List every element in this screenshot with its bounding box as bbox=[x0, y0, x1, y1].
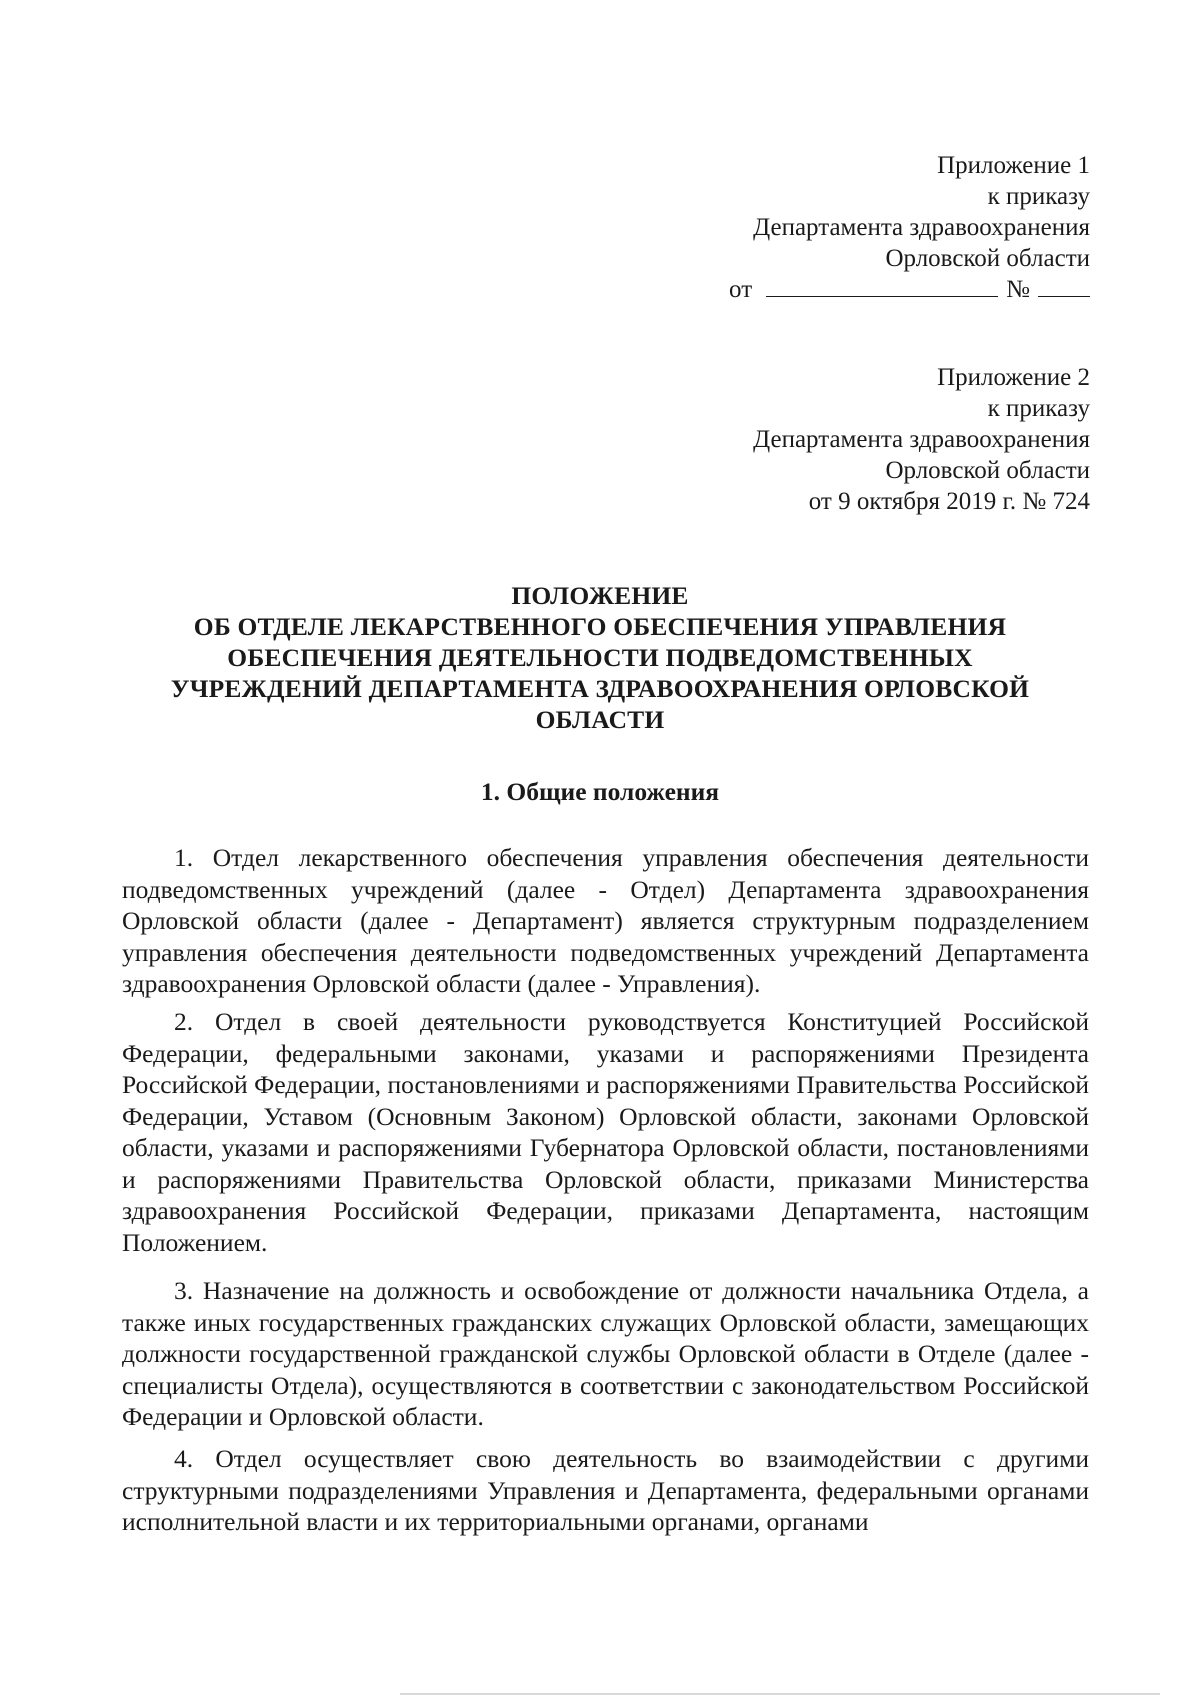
appendix-1-department: Департамента здравоохранения bbox=[753, 214, 1090, 241]
paragraph-4: 4. Отдел осуществляет свою деятельность во взаимодействии с другими структурными подразделениями Управления и Департамента, федеральными органами исполнительной власти и их территориальными органами, органами bbox=[122, 1444, 1089, 1536]
appendix-2-region: Орловской области bbox=[885, 457, 1090, 484]
title-line: ОБЕСПЕЧЕНИЯ ДЕЯТЕЛЬНОСТИ ПОДВЕДОМСТВЕННЫХ bbox=[227, 643, 973, 672]
paragraph-3: 3. Назначение на должность и освобождение от должности начальника Отдела, а также иных государственных гражданских служащих Орловской области, замещающих должности государственной гражданской службы Орловской области в Отделе (далее - специалисты Отдела), осуществляются в соответствии с законодательством Российской Федерации и Орловской области. bbox=[122, 1276, 1089, 1431]
appendix-1-from-label: от bbox=[729, 276, 753, 303]
paragraph-2: 2. Отдел в своей деятельности руководствуется Конституцией Российской Федерации, федеральными законами, указами и распоряжениями Президента Российской Федерации, постановлениями и распоряжениями Правительства Российской Федерации, Уставом (Основным Законом) Орловской области, законами Орловской области, указами и распоряжениями Губернатора Орловской области, постановлениями и распоряжениями Правительства Орловской области, приказами Министерства здравоохранения Российской Федерации, приказами Департамента, настоящим Положением. bbox=[122, 1007, 1089, 1257]
appendix-1-order-ref: к приказу bbox=[987, 183, 1090, 210]
scan-edge-line bbox=[400, 1693, 1160, 1695]
appendix-1-region: Орловской области bbox=[885, 245, 1090, 272]
appendix-1-header bbox=[729, 150, 1090, 305]
appendix-2-header bbox=[753, 362, 1090, 517]
appendix-2-label: Приложение 2 bbox=[937, 364, 1090, 391]
appendix-2-department: Департамента здравоохранения bbox=[753, 426, 1090, 453]
date-blank-line bbox=[766, 274, 998, 297]
title-line: ОБ ОТДЕЛЕ ЛЕКАРСТВЕННОГО ОБЕСПЕЧЕНИЯ УПРАВЛЕНИЯ bbox=[193, 612, 1007, 641]
appendix-1-date-line bbox=[729, 274, 1090, 305]
title-line: ОБЛАСТИ bbox=[535, 705, 665, 734]
appendix-1-label: Приложение 1 bbox=[937, 152, 1090, 179]
appendix-2-order-ref: к приказу bbox=[987, 395, 1090, 422]
title-line: ПОЛОЖЕНИЕ bbox=[511, 581, 689, 610]
title-line: УЧРЕЖДЕНИЙ ДЕПАРТАМЕНТА ЗДРАВООХРАНЕНИЯ ОРЛОВСКОЙ bbox=[170, 674, 1030, 703]
paragraph-1: 1. Отдел лекарственного обеспечения управления обеспечения деятельности подведомственных учреждений (далее - Отдел) Департамента здравоохранения Орловской области (далее - Департамент) является структурным подразделением управления обеспечения деятельности подведомственных учреждений Департамента здравоохранения Орловской области (далее - Управления). bbox=[122, 843, 1089, 998]
appendix-2-date: от 9 октября 2019 г. № 724 bbox=[808, 488, 1090, 515]
appendix-1-number-label: № bbox=[1006, 276, 1030, 303]
document-title bbox=[110, 580, 1090, 735]
section-heading: 1. Общие положения bbox=[480, 777, 720, 806]
number-blank-line bbox=[1038, 274, 1090, 297]
